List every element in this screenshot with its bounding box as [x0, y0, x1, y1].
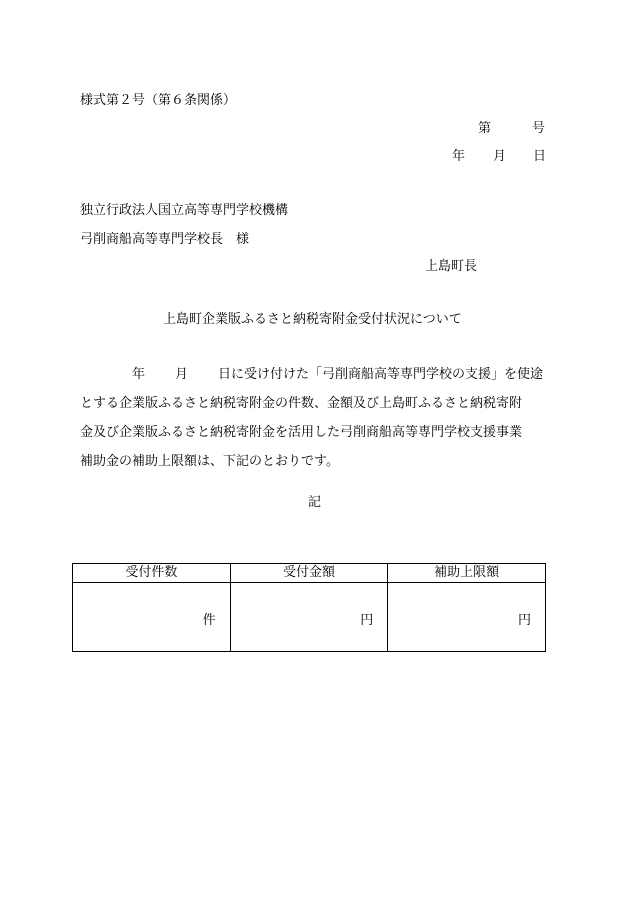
body-line-4: 補助金の補助上限額は、下記のとおりです。 [80, 454, 339, 469]
summary-table [72, 563, 546, 652]
body-line-2: とする企業版ふるさと納税寄附金の件数、金額及び上島町ふるさと納税寄附 [80, 396, 523, 411]
cell-count [73, 583, 231, 652]
form-number: 様式第２号（第６条関係） [80, 93, 237, 108]
date-year-label: 年 [452, 149, 466, 164]
cell-amount [230, 583, 388, 652]
body-year-label: 年 [132, 367, 146, 382]
document-subject: 上島町企業版ふるさと納税寄附金受付状況について [163, 312, 462, 327]
date-month-label: 月 [493, 149, 507, 164]
cell-limit [388, 583, 546, 652]
document-number-label: 第 [478, 121, 492, 136]
recipient-organization: 独立行政法人国立高等専門学校機構 [80, 203, 289, 218]
document-number-suffix: 号 [532, 121, 546, 136]
body-line-1 [80, 360, 550, 389]
sender-name: 上島町長 [425, 259, 478, 274]
ki-heading: 記 [308, 495, 322, 510]
unit-amount: 円 [360, 613, 374, 628]
body-line-3: 金及び企業版ふるさと納税寄附金を活用した弓削商船高等専門学校支援事業 [80, 425, 523, 440]
table-header-row [73, 564, 546, 583]
body-paragraph [80, 360, 550, 476]
unit-count: 件 [202, 613, 216, 628]
body-month-label: 月 [175, 367, 189, 382]
date-day-label: 日 [533, 149, 547, 164]
recipient-title: 弓削商船高等専門学校長 様 [80, 232, 250, 247]
header-count: 受付件数 [73, 564, 231, 583]
unit-limit: 円 [517, 613, 531, 628]
header-amount: 受付金額 [230, 564, 388, 583]
table-row [73, 583, 546, 652]
header-limit: 補助上限額 [388, 564, 546, 583]
body-line1-text: 日に受け付けた「弓削商船高等専門学校の支援」を使途 [218, 367, 544, 382]
